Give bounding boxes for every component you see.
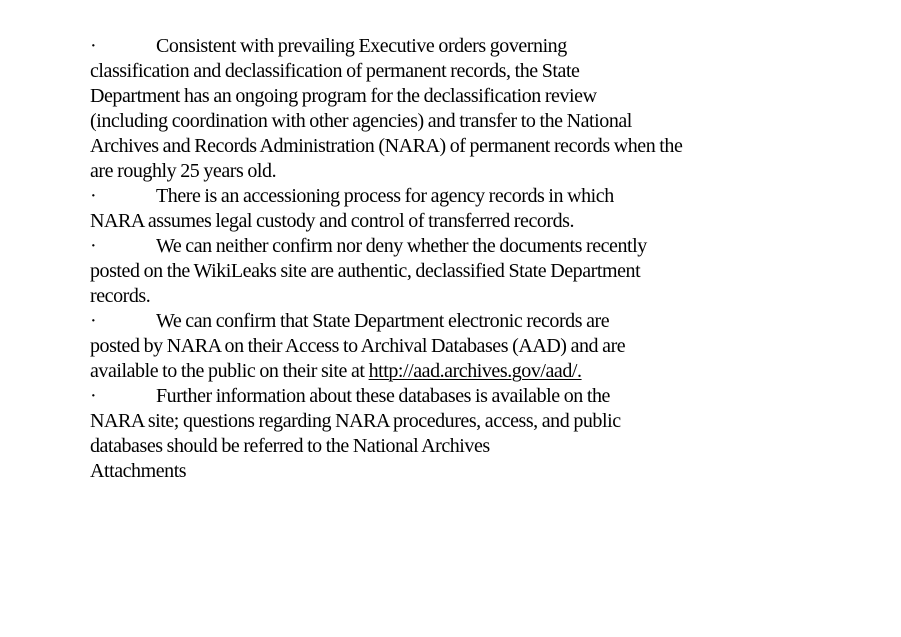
paragraph-line: are roughly 25 years old. — [90, 160, 277, 182]
paragraph-classification-program — [90, 34, 880, 184]
bullet-marker: · — [90, 185, 97, 207]
aad-archives-link[interactable]: http://aad.archives.gov/aad/. — [368, 360, 582, 382]
paragraph-line-prefix: available to the public on their site at — [90, 360, 369, 382]
paragraph-line: NARA assumes legal custody and control of transferred records. — [90, 210, 575, 232]
bullet-marker: · — [90, 235, 97, 257]
paragraph-line: We can confirm that State Department electronic records are — [156, 310, 610, 332]
paragraph-line: We can neither confirm nor deny whether the documents recently — [156, 235, 647, 257]
paragraph-aad-records — [90, 309, 880, 384]
bullet-marker: · — [90, 35, 97, 57]
paragraph-line: records. — [90, 285, 151, 307]
paragraph-line: Further information about these databases is available on the — [156, 385, 610, 407]
paragraph-line: posted on the WikiLeaks site are authentic, declassified State Department — [90, 260, 641, 282]
paragraph-line: databases should be referred to the National Archives — [90, 435, 490, 457]
paragraph-line: Department has an ongoing program for the declassification review — [90, 85, 597, 107]
paragraph-line: posted by NARA on their Access to Archival Databases (AAD) and are — [90, 335, 626, 357]
paragraph-line: There is an accessioning process for agency records in which — [156, 185, 614, 207]
paragraph-wikileaks-statement — [90, 234, 880, 309]
paragraph-further-information — [90, 384, 880, 459]
bullet-marker: · — [90, 310, 97, 332]
bullet-marker: · — [90, 385, 97, 407]
paragraph-accessioning-process — [90, 184, 880, 234]
paragraph-line: Archives and Records Administration (NARA) of permanent records when the — [90, 135, 683, 157]
paragraph-line: Consistent with prevailing Executive orders governing — [156, 35, 567, 57]
paragraph-line: (including coordination with other agencies) and transfer to the National — [90, 110, 632, 132]
paragraph-line: classification and declassification of permanent records, the State — [90, 60, 580, 82]
attachments-label: Attachments — [90, 460, 187, 482]
paragraph-line: NARA site; questions regarding NARA procedures, access, and public — [90, 410, 621, 432]
document-body — [90, 34, 880, 484]
